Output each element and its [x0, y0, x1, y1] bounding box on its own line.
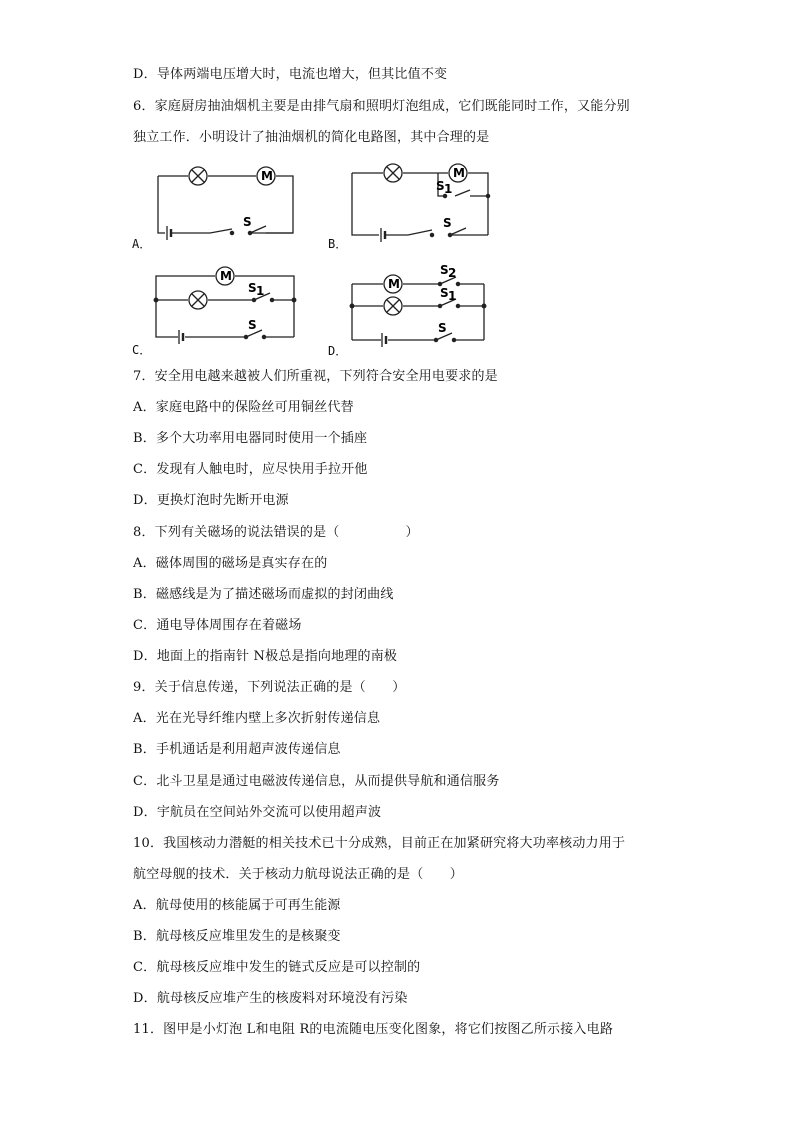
motor-label: M: [261, 169, 273, 183]
option-c-label: C．: [132, 343, 152, 357]
question-7-text: 7．安全用电越来越被人们所重视，下列符合安全用电要求的是: [133, 369, 498, 384]
switch-s-label: S: [438, 321, 447, 335]
option-d-label: D．: [328, 344, 348, 358]
question-10-text: 10．我国核动力潜艇的相关技术已十分成熟，目前正在加紧研究将大功率核动力用于: [133, 836, 626, 851]
option-10c: C．航母核反应堆中发生的链式反应是可以控制的: [133, 960, 421, 975]
question-6-text: 6．家庭厨房抽油烟机主要是由排气扇和照明灯泡组成，它们既能同时工作，又能分别: [133, 99, 630, 114]
circuit-d-diagram: [348, 262, 493, 352]
switch-s-label: S: [443, 216, 452, 230]
switch-s1-sub: 1: [448, 289, 457, 303]
switch-s1-label: S: [248, 281, 257, 295]
option-7b: B．多个大功率用电器同时使用一个插座: [133, 431, 368, 446]
question-6-text-cont: 独立工作．小明设计了抽油烟机的简化电路图，其中合理的是: [133, 130, 490, 145]
option-8c: C．通电导体周围存在着磁场: [133, 618, 302, 633]
motor-label: M: [453, 166, 465, 180]
option-9d: D．宇航员在空间站外交流可以使用超声波: [133, 805, 382, 820]
motor-label: M: [220, 269, 232, 283]
switch-s1-sub: 1: [444, 182, 453, 196]
circuit-figure-a: [132, 163, 300, 251]
question-11-text: 11．图甲是小灯泡 L和电阻 R的电流随电压变化图象，将它们按图乙所示接入电路: [133, 1022, 614, 1037]
option-10b: B．航母核反应堆里发生的是核聚变: [133, 929, 341, 944]
option-9a: A．光在光导纤维内壁上多次折射传递信息: [133, 711, 381, 726]
question-8-text: 8．下列有关磁场的说法错误的是（ ）: [133, 525, 419, 540]
option-9c: C．北斗卫星是通过电磁波传递信息，从而提供导航和通信服务: [133, 774, 500, 789]
switch-s1-sub: 1: [256, 284, 265, 298]
circuit-figure-c: [132, 262, 300, 357]
switch-s-label: S: [243, 215, 252, 229]
motor-label: M: [388, 277, 400, 291]
question-9-text: 9．关于信息传递，下列说法正确的是（ ）: [133, 680, 406, 695]
switch-s2-sub: 2: [448, 266, 457, 280]
circuit-b-diagram: [348, 160, 493, 246]
option-8a: A．磁体周围的磁场是真实存在的: [133, 556, 328, 571]
option-b-label: B．: [328, 237, 348, 251]
switch-s1-label: S: [436, 179, 445, 193]
circuit-figure-d: [328, 262, 493, 358]
option-8d: D．地面上的指南针 N极总是指向地理的南极: [133, 649, 398, 664]
circuit-c-diagram: [150, 262, 300, 350]
option-10d: D．航母核反应堆产生的核废料对环境没有污染: [133, 991, 408, 1006]
circuit-figure-b: [328, 160, 493, 251]
option-9b: B．手机通话是利用超声波传递信息: [133, 742, 341, 757]
option-6d-text: D．导体两端电压增大时，电流也增大，但其比值不变: [133, 67, 448, 82]
option-10a: A．航母使用的核能属于可再生能源: [133, 898, 341, 913]
option-7a: A．家庭电路中的保险丝可用铜丝代替: [133, 400, 354, 415]
question-10-text-cont: 航空母舰的技术．关于核动力航母说法正确的是（ ）: [133, 867, 464, 882]
option-8b: B．磁感线是为了描述磁场而虚拟的封闭曲线: [133, 587, 394, 602]
circuit-a-diagram: [150, 163, 300, 245]
switch-s1-label: S: [440, 286, 449, 300]
option-7c: C．发现有人触电时，应尽快用手拉开他: [133, 462, 368, 477]
switch-s2-label: S: [440, 263, 449, 277]
switch-s-label: S: [248, 318, 257, 332]
option-a-label: A．: [132, 237, 152, 251]
option-7d: D．更换灯泡时先断开电源: [133, 493, 289, 508]
